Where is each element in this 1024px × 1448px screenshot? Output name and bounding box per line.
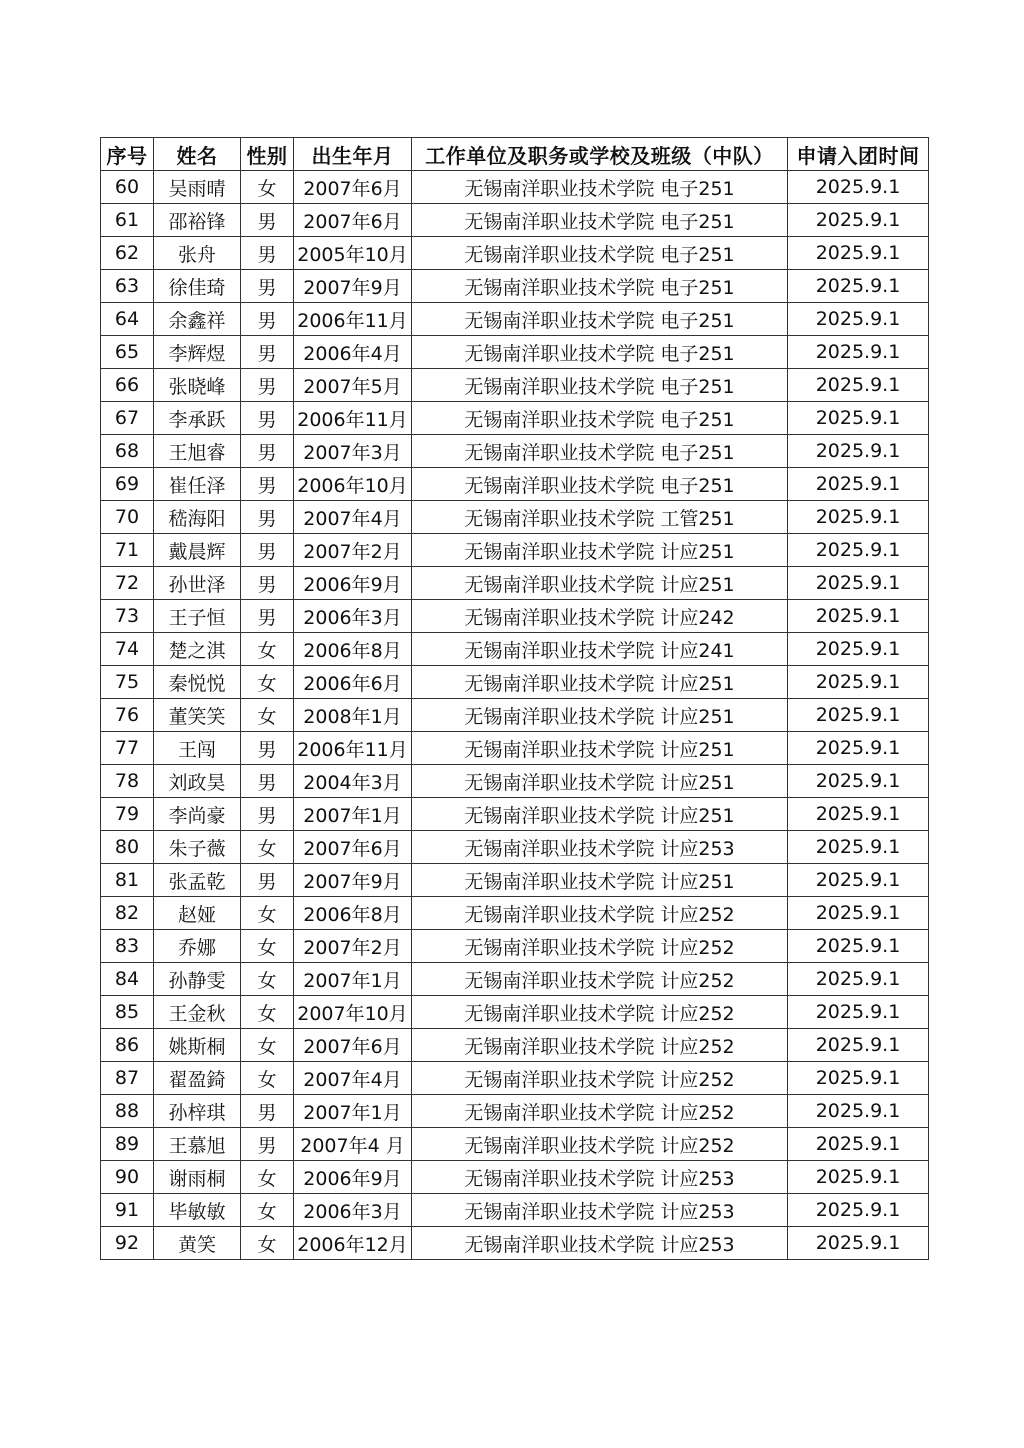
cell-name: 秦悦悦 <box>154 666 241 699</box>
cell-birth: 2006年11月 <box>294 402 412 435</box>
cell-seq: 76 <box>101 699 154 732</box>
cell-name: 李辉煜 <box>154 336 241 369</box>
cell-name: 王旭睿 <box>154 435 241 468</box>
cell-birth: 2007年4月 <box>294 501 412 534</box>
table-row <box>101 237 929 270</box>
table-row <box>101 501 929 534</box>
cell-name: 黄笑 <box>154 1227 241 1260</box>
cell-name: 李尚豪 <box>154 798 241 831</box>
cell-unit: 无锡南洋职业技术学院 计应251 <box>412 732 788 765</box>
cell-sex: 男 <box>241 204 294 237</box>
cell-birth: 2008年1月 <box>294 699 412 732</box>
cell-sex: 男 <box>241 435 294 468</box>
cell-apply-date: 2025.9.1 <box>788 1194 929 1227</box>
cell-seq: 87 <box>101 1062 154 1095</box>
cell-unit: 无锡南洋职业技术学院 电子251 <box>412 270 788 303</box>
cell-apply-date: 2025.9.1 <box>788 897 929 930</box>
table-header <box>101 138 929 171</box>
cell-unit: 无锡南洋职业技术学院 计应251 <box>412 765 788 798</box>
cell-sex: 男 <box>241 1128 294 1161</box>
cell-name: 余鑫祥 <box>154 303 241 336</box>
cell-apply-date: 2025.9.1 <box>788 963 929 996</box>
cell-sex: 男 <box>241 732 294 765</box>
cell-name: 李承跃 <box>154 402 241 435</box>
cell-apply-date: 2025.9.1 <box>788 567 929 600</box>
cell-apply-date: 2025.9.1 <box>788 996 929 1029</box>
cell-seq: 71 <box>101 534 154 567</box>
cell-sex: 男 <box>241 336 294 369</box>
cell-sex: 男 <box>241 864 294 897</box>
cell-unit: 无锡南洋职业技术学院 计应251 <box>412 534 788 567</box>
cell-sex: 男 <box>241 765 294 798</box>
cell-birth: 2007年2月 <box>294 930 412 963</box>
cell-name: 姚斯桐 <box>154 1029 241 1062</box>
cell-apply-date: 2025.9.1 <box>788 765 929 798</box>
applicant-table <box>100 137 929 1260</box>
cell-birth: 2006年6月 <box>294 666 412 699</box>
cell-apply-date: 2025.9.1 <box>788 831 929 864</box>
table-row <box>101 303 929 336</box>
cell-unit: 无锡南洋职业技术学院 计应252 <box>412 930 788 963</box>
cell-apply-date: 2025.9.1 <box>788 699 929 732</box>
cell-name: 翟盈錡 <box>154 1062 241 1095</box>
table-row <box>101 1062 929 1095</box>
cell-unit: 无锡南洋职业技术学院 计应253 <box>412 1194 788 1227</box>
cell-birth: 2007年1月 <box>294 963 412 996</box>
cell-unit: 无锡南洋职业技术学院 电子251 <box>412 402 788 435</box>
cell-birth: 2007年9月 <box>294 864 412 897</box>
cell-unit: 无锡南洋职业技术学院 计应252 <box>412 1029 788 1062</box>
cell-seq: 91 <box>101 1194 154 1227</box>
table-row <box>101 831 929 864</box>
table-row <box>101 1029 929 1062</box>
cell-apply-date: 2025.9.1 <box>788 435 929 468</box>
cell-name: 谢雨桐 <box>154 1161 241 1194</box>
cell-seq: 88 <box>101 1095 154 1128</box>
cell-name: 董笑笑 <box>154 699 241 732</box>
cell-birth: 2006年11月 <box>294 303 412 336</box>
table-row <box>101 369 929 402</box>
cell-unit: 无锡南洋职业技术学院 计应251 <box>412 699 788 732</box>
cell-name: 徐佳琦 <box>154 270 241 303</box>
header-birth: 出生年月 <box>294 138 412 171</box>
cell-sex: 女 <box>241 171 294 204</box>
cell-name: 王子恒 <box>154 600 241 633</box>
cell-sex: 女 <box>241 996 294 1029</box>
cell-birth: 2007年4月 <box>294 1062 412 1095</box>
cell-sex: 女 <box>241 831 294 864</box>
cell-name: 孙静雯 <box>154 963 241 996</box>
cell-seq: 86 <box>101 1029 154 1062</box>
cell-apply-date: 2025.9.1 <box>788 303 929 336</box>
table-row <box>101 930 929 963</box>
cell-seq: 67 <box>101 402 154 435</box>
table-row <box>101 534 929 567</box>
cell-name: 戴晨辉 <box>154 534 241 567</box>
cell-apply-date: 2025.9.1 <box>788 336 929 369</box>
cell-seq: 64 <box>101 303 154 336</box>
cell-sex: 男 <box>241 501 294 534</box>
cell-birth: 2007年9月 <box>294 270 412 303</box>
cell-sex: 男 <box>241 600 294 633</box>
cell-sex: 男 <box>241 534 294 567</box>
cell-name: 张舟 <box>154 237 241 270</box>
cell-seq: 68 <box>101 435 154 468</box>
header-apply-date: 申请入团时间 <box>788 138 929 171</box>
cell-unit: 无锡南洋职业技术学院 电子251 <box>412 468 788 501</box>
cell-birth: 2006年3月 <box>294 1194 412 1227</box>
cell-name: 王闯 <box>154 732 241 765</box>
cell-unit: 无锡南洋职业技术学院 电子251 <box>412 303 788 336</box>
cell-name: 朱子薇 <box>154 831 241 864</box>
table-row <box>101 798 929 831</box>
header-seq: 序号 <box>101 138 154 171</box>
cell-seq: 90 <box>101 1161 154 1194</box>
cell-apply-date: 2025.9.1 <box>788 666 929 699</box>
cell-unit: 无锡南洋职业技术学院 计应252 <box>412 963 788 996</box>
table-row <box>101 699 929 732</box>
cell-seq: 89 <box>101 1128 154 1161</box>
cell-apply-date: 2025.9.1 <box>788 600 929 633</box>
cell-unit: 无锡南洋职业技术学院 计应252 <box>412 1095 788 1128</box>
cell-birth: 2006年8月 <box>294 633 412 666</box>
cell-seq: 80 <box>101 831 154 864</box>
cell-apply-date: 2025.9.1 <box>788 732 929 765</box>
table-row <box>101 1194 929 1227</box>
cell-unit: 无锡南洋职业技术学院 计应252 <box>412 996 788 1029</box>
cell-birth: 2005年10月 <box>294 237 412 270</box>
cell-apply-date: 2025.9.1 <box>788 1029 929 1062</box>
cell-birth: 2006年11月 <box>294 732 412 765</box>
cell-unit: 无锡南洋职业技术学院 电子251 <box>412 435 788 468</box>
cell-unit: 无锡南洋职业技术学院 计应251 <box>412 864 788 897</box>
cell-birth: 2006年10月 <box>294 468 412 501</box>
cell-name: 赵娅 <box>154 897 241 930</box>
cell-unit: 无锡南洋职业技术学院 工管251 <box>412 501 788 534</box>
cell-unit: 无锡南洋职业技术学院 计应253 <box>412 1161 788 1194</box>
cell-unit: 无锡南洋职业技术学院 计应252 <box>412 897 788 930</box>
cell-seq: 75 <box>101 666 154 699</box>
cell-sex: 女 <box>241 897 294 930</box>
cell-sex: 女 <box>241 699 294 732</box>
table-row <box>101 336 929 369</box>
cell-seq: 83 <box>101 930 154 963</box>
table-row <box>101 633 929 666</box>
table-row <box>101 402 929 435</box>
table-row <box>101 435 929 468</box>
cell-unit: 无锡南洋职业技术学院 计应252 <box>412 1128 788 1161</box>
cell-apply-date: 2025.9.1 <box>788 864 929 897</box>
cell-apply-date: 2025.9.1 <box>788 369 929 402</box>
cell-apply-date: 2025.9.1 <box>788 1227 929 1260</box>
cell-apply-date: 2025.9.1 <box>788 171 929 204</box>
cell-apply-date: 2025.9.1 <box>788 798 929 831</box>
cell-birth: 2006年4月 <box>294 336 412 369</box>
cell-name: 乔娜 <box>154 930 241 963</box>
cell-name: 嵇海阳 <box>154 501 241 534</box>
cell-sex: 女 <box>241 1029 294 1062</box>
cell-seq: 66 <box>101 369 154 402</box>
cell-seq: 82 <box>101 897 154 930</box>
cell-unit: 无锡南洋职业技术学院 电子251 <box>412 237 788 270</box>
cell-sex: 女 <box>241 1227 294 1260</box>
cell-birth: 2006年8月 <box>294 897 412 930</box>
cell-sex: 男 <box>241 1095 294 1128</box>
cell-apply-date: 2025.9.1 <box>788 1062 929 1095</box>
cell-birth: 2007年6月 <box>294 1029 412 1062</box>
cell-birth: 2006年9月 <box>294 1161 412 1194</box>
table-row <box>101 1128 929 1161</box>
cell-seq: 85 <box>101 996 154 1029</box>
cell-apply-date: 2025.9.1 <box>788 1128 929 1161</box>
header-row <box>101 138 929 171</box>
table-row <box>101 1161 929 1194</box>
cell-name: 刘政昊 <box>154 765 241 798</box>
cell-apply-date: 2025.9.1 <box>788 501 929 534</box>
cell-birth: 2007年6月 <box>294 171 412 204</box>
cell-sex: 男 <box>241 798 294 831</box>
cell-unit: 无锡南洋职业技术学院 电子251 <box>412 204 788 237</box>
table-row <box>101 666 929 699</box>
cell-birth: 2007年3月 <box>294 435 412 468</box>
cell-apply-date: 2025.9.1 <box>788 237 929 270</box>
table-row <box>101 996 929 1029</box>
cell-birth: 2007年1月 <box>294 1095 412 1128</box>
cell-unit: 无锡南洋职业技术学院 电子251 <box>412 336 788 369</box>
cell-name: 王慕旭 <box>154 1128 241 1161</box>
cell-seq: 78 <box>101 765 154 798</box>
cell-name: 楚之淇 <box>154 633 241 666</box>
cell-apply-date: 2025.9.1 <box>788 204 929 237</box>
cell-seq: 69 <box>101 468 154 501</box>
table-row <box>101 1095 929 1128</box>
cell-birth: 2007年6月 <box>294 831 412 864</box>
cell-seq: 73 <box>101 600 154 633</box>
cell-birth: 2006年12月 <box>294 1227 412 1260</box>
cell-name: 邵裕锋 <box>154 204 241 237</box>
table-row <box>101 1227 929 1260</box>
cell-name: 张晓峰 <box>154 369 241 402</box>
cell-unit: 无锡南洋职业技术学院 计应251 <box>412 666 788 699</box>
table-row <box>101 270 929 303</box>
cell-apply-date: 2025.9.1 <box>788 468 929 501</box>
table-row <box>101 732 929 765</box>
cell-apply-date: 2025.9.1 <box>788 1095 929 1128</box>
cell-unit: 无锡南洋职业技术学院 电子251 <box>412 369 788 402</box>
cell-seq: 74 <box>101 633 154 666</box>
header-unit: 工作单位及职务或学校及班级（中队） <box>412 138 788 171</box>
cell-sex: 女 <box>241 930 294 963</box>
cell-seq: 84 <box>101 963 154 996</box>
cell-birth: 2007年5月 <box>294 369 412 402</box>
header-name: 姓名 <box>154 138 241 171</box>
cell-apply-date: 2025.9.1 <box>788 930 929 963</box>
table-row <box>101 765 929 798</box>
cell-apply-date: 2025.9.1 <box>788 1161 929 1194</box>
cell-apply-date: 2025.9.1 <box>788 534 929 567</box>
cell-unit: 无锡南洋职业技术学院 电子251 <box>412 171 788 204</box>
cell-name: 孙梓琪 <box>154 1095 241 1128</box>
cell-apply-date: 2025.9.1 <box>788 402 929 435</box>
cell-birth: 2007年2月 <box>294 534 412 567</box>
cell-birth: 2006年9月 <box>294 567 412 600</box>
cell-sex: 女 <box>241 633 294 666</box>
cell-seq: 77 <box>101 732 154 765</box>
cell-sex: 女 <box>241 1194 294 1227</box>
cell-seq: 72 <box>101 567 154 600</box>
table-row <box>101 864 929 897</box>
table-body <box>101 171 929 1260</box>
table-row <box>101 567 929 600</box>
table-row <box>101 204 929 237</box>
table-row <box>101 600 929 633</box>
cell-sex: 女 <box>241 1161 294 1194</box>
cell-name: 崔任泽 <box>154 468 241 501</box>
cell-name: 毕敏敏 <box>154 1194 241 1227</box>
header-sex: 性别 <box>241 138 294 171</box>
cell-seq: 65 <box>101 336 154 369</box>
cell-birth: 2007年6月 <box>294 204 412 237</box>
cell-apply-date: 2025.9.1 <box>788 270 929 303</box>
cell-seq: 79 <box>101 798 154 831</box>
cell-sex: 女 <box>241 1062 294 1095</box>
cell-unit: 无锡南洋职业技术学院 计应253 <box>412 831 788 864</box>
cell-seq: 62 <box>101 237 154 270</box>
table-row <box>101 963 929 996</box>
cell-seq: 81 <box>101 864 154 897</box>
cell-sex: 女 <box>241 963 294 996</box>
cell-birth: 2007年10月 <box>294 996 412 1029</box>
cell-birth: 2007年4 月 <box>294 1128 412 1161</box>
cell-birth: 2007年1月 <box>294 798 412 831</box>
cell-seq: 92 <box>101 1227 154 1260</box>
cell-sex: 男 <box>241 402 294 435</box>
cell-name: 吴雨晴 <box>154 171 241 204</box>
cell-seq: 63 <box>101 270 154 303</box>
cell-sex: 男 <box>241 237 294 270</box>
cell-unit: 无锡南洋职业技术学院 计应242 <box>412 600 788 633</box>
cell-seq: 61 <box>101 204 154 237</box>
cell-seq: 60 <box>101 171 154 204</box>
cell-unit: 无锡南洋职业技术学院 计应251 <box>412 798 788 831</box>
cell-unit: 无锡南洋职业技术学院 计应252 <box>412 1062 788 1095</box>
cell-name: 孙世泽 <box>154 567 241 600</box>
cell-sex: 男 <box>241 270 294 303</box>
cell-unit: 无锡南洋职业技术学院 计应253 <box>412 1227 788 1260</box>
cell-sex: 男 <box>241 567 294 600</box>
cell-unit: 无锡南洋职业技术学院 计应251 <box>412 567 788 600</box>
table-row <box>101 171 929 204</box>
cell-sex: 女 <box>241 666 294 699</box>
table-row <box>101 897 929 930</box>
table-row <box>101 468 929 501</box>
cell-birth: 2004年3月 <box>294 765 412 798</box>
cell-name: 王金秋 <box>154 996 241 1029</box>
cell-seq: 70 <box>101 501 154 534</box>
cell-sex: 男 <box>241 468 294 501</box>
cell-name: 张孟乾 <box>154 864 241 897</box>
cell-sex: 男 <box>241 303 294 336</box>
cell-apply-date: 2025.9.1 <box>788 633 929 666</box>
cell-sex: 男 <box>241 369 294 402</box>
cell-unit: 无锡南洋职业技术学院 计应241 <box>412 633 788 666</box>
cell-birth: 2006年3月 <box>294 600 412 633</box>
